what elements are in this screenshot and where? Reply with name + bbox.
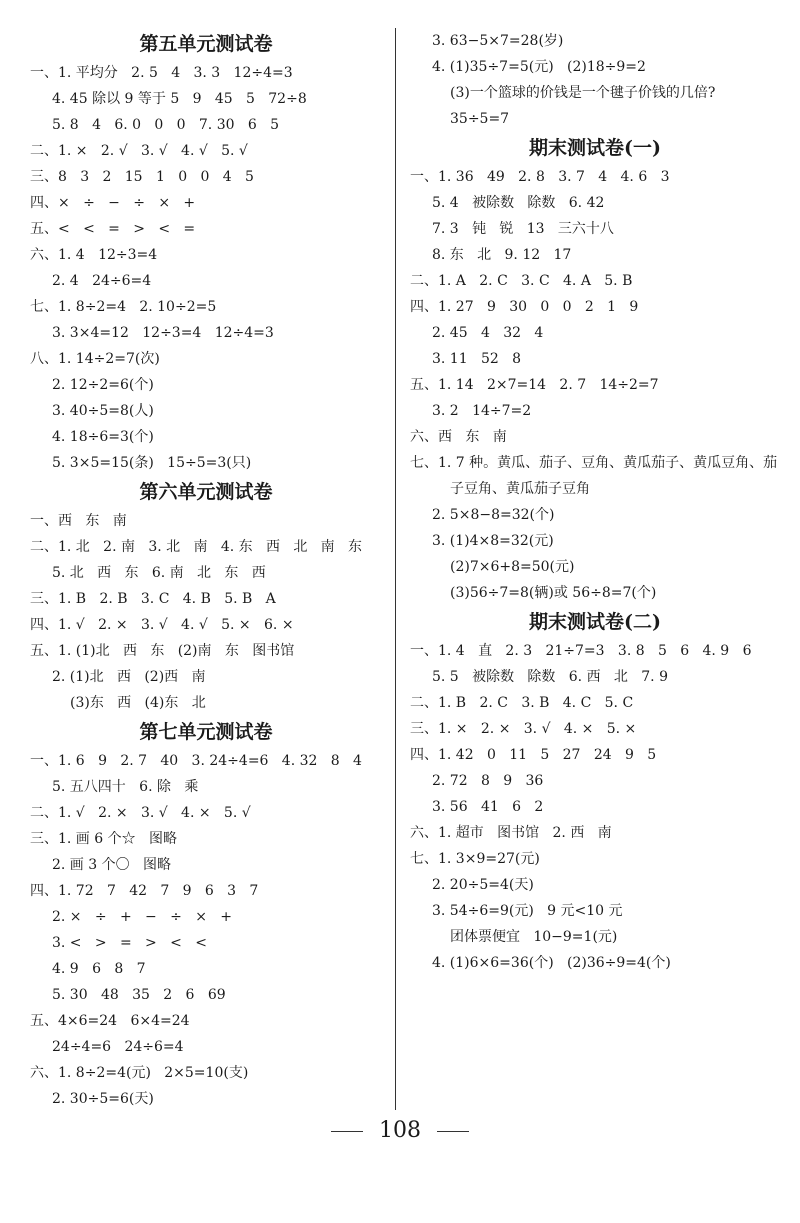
answer-line: 三、1. × 2. × 3. √ 4. × 5. × <box>410 721 637 737</box>
section-heading: 期末测试卷(一) <box>529 137 661 159</box>
answer-line: 二、1. A 2. C 3. C 4. A 5. B <box>410 273 633 289</box>
answer-line: 四、× ÷ − ÷ × + <box>30 195 196 211</box>
section-heading: 第五单元测试卷 <box>139 33 273 55</box>
answer-line: 一、1. 平均分 2. 5 4 3. 3 12÷4=3 <box>30 65 293 81</box>
answer-line: 5. 4 被除数 除数 6. 42 <box>432 195 605 211</box>
answer-line: 一、西 东 南 <box>30 513 127 529</box>
answer-line: 3. 56 41 6 2 <box>432 799 544 815</box>
answer-line: 5. 五八四十 6. 除 乘 <box>52 779 199 795</box>
answer-line: 六、西 东 南 <box>410 429 507 445</box>
answer-line: 4. (1)6×6=36(个) (2)36÷9=4(个) <box>432 955 671 971</box>
left-answer-column <box>30 28 382 1112</box>
footer-dash-left <box>331 1131 363 1132</box>
answer-line: 三、8 3 2 15 1 0 0 4 5 <box>30 169 254 185</box>
page-number: 108 <box>379 1118 421 1143</box>
answer-line: 四、1. 42 0 11 5 27 24 9 5 <box>410 747 657 763</box>
answer-line: 2. 72 8 9 36 <box>432 773 544 789</box>
answer-line: 2. × ÷ + − ÷ × + <box>52 909 233 925</box>
section-heading: 期末测试卷(二) <box>529 611 661 633</box>
answer-line: 2. 画 3 个〇 图略 <box>52 857 171 873</box>
answer-line: 二、1. √ 2. × 3. √ 4. × 5. √ <box>30 805 251 821</box>
answer-line: 3. 40÷5=8(人) <box>52 403 154 419</box>
answer-line: 3. < > = > < < <box>52 935 207 951</box>
answer-line: 二、1. 北 2. 南 3. 北 南 4. 东 西 北 南 东 <box>30 539 363 555</box>
answer-line: 7. 3 钝 锐 13 三六十八 <box>432 221 614 237</box>
answer-line: 一、1. 36 49 2. 8 3. 7 4 4. 6 3 <box>410 169 670 185</box>
answer-line: 三、1. 画 6 个☆ 图略 <box>30 831 177 847</box>
answer-line: 四、1. √ 2. × 3. √ 4. √ 5. × 6. × <box>30 617 294 633</box>
column-divider <box>395 28 396 1110</box>
answer-line: 5. 8 4 6. 0 0 0 7. 30 6 5 <box>52 117 280 133</box>
answer-line: 五、1. 14 2×7=14 2. 7 14÷2=7 <box>410 377 659 393</box>
answer-line: (2)7×6+8=50(元) <box>450 559 575 575</box>
answer-line: 四、1. 27 9 30 0 0 2 1 9 <box>410 299 639 315</box>
footer-dash-right <box>437 1131 469 1132</box>
answer-line: 3. 3×4=12 12÷3=4 12÷4=3 <box>52 325 274 341</box>
answer-line: 六、1. 4 12÷3=4 <box>30 247 158 263</box>
answer-line: 5. 5 被除数 除数 6. 西 北 7. 9 <box>432 669 668 685</box>
answer-line: 4. (1)35÷7=5(元) (2)18÷9=2 <box>432 59 646 75</box>
answer-line: 团体票便宜 10−9=1(元) <box>450 929 618 945</box>
right-answer-column <box>410 28 780 976</box>
answer-line: 2. (1)北 西 (2)西 南 <box>52 669 206 685</box>
answer-line: 8. 东 北 9. 12 17 <box>432 247 572 263</box>
answer-line: 4. 18÷6=3(个) <box>52 429 154 445</box>
answer-line: 六、1. 超市 图书馆 2. 西 南 <box>410 825 612 841</box>
answer-line: 2. 20÷5=4(天) <box>432 877 534 893</box>
answer-line: 二、1. × 2. √ 3. √ 4. √ 5. √ <box>30 143 248 159</box>
answer-line: (3)56÷7=8(辆)或 56÷8=7(个) <box>450 585 657 601</box>
answer-line: 3. (1)4×8=32(元) <box>432 533 554 549</box>
answer-line: 五、4×6=24 6×4=24 <box>30 1013 190 1029</box>
answer-line: 35÷5=7 <box>450 111 510 127</box>
answer-line: 三、1. B 2. B 3. C 4. B 5. B A <box>30 591 276 607</box>
answer-line: 七、1. 8÷2=4 2. 10÷2=5 <box>30 299 217 315</box>
answer-line: 3. 11 52 8 <box>432 351 522 367</box>
answer-line: 五、< < = > < = <box>30 221 196 237</box>
answer-line: 五、1. (1)北 西 东 (2)南 东 图书馆 <box>30 643 295 659</box>
answer-line: 3. 2 14÷7=2 <box>432 403 532 419</box>
answer-line: (3)一个篮球的价钱是一个毽子价钱的几倍? <box>450 85 716 101</box>
answer-line: 八、1. 14÷2=7(次) <box>30 351 160 367</box>
answer-line: 七、1. 3×9=27(元) <box>410 851 540 867</box>
answer-line: 一、1. 4 直 2. 3 21÷7=3 3. 8 5 6 4. 9 6 <box>410 643 752 659</box>
answer-line: 5. 3×5=15(条) 15÷5=3(只) <box>52 455 252 471</box>
answer-line: 六、1. 8÷2=4(元) 2×5=10(支) <box>30 1065 249 1081</box>
answer-line: 二、1. B 2. C 3. B 4. C 5. C <box>410 695 634 711</box>
answer-line: 5. 北 西 东 6. 南 北 东 西 <box>52 565 266 581</box>
section-heading: 第七单元测试卷 <box>139 721 273 743</box>
answer-line: 2. 5×8−8=32(个) <box>432 507 555 523</box>
answer-line: 2. 30÷5=6(天) <box>52 1091 154 1107</box>
answer-line: 3. 54÷6=9(元) 9 元<10 元 <box>432 903 623 919</box>
answer-line: (3)东 西 (4)东 北 <box>70 695 206 711</box>
answer-line: 子豆角、黄瓜茄子豆角 <box>450 481 590 497</box>
answer-line: 4. 9 6 8 7 <box>52 961 146 977</box>
answer-line: 一、1. 6 9 2. 7 40 3. 24÷4=6 4. 32 8 4 <box>30 753 362 769</box>
answer-line: 4. 45 除以 9 等于 5 9 45 5 72÷8 <box>52 91 307 107</box>
section-heading: 第六单元测试卷 <box>139 481 273 503</box>
page-footer <box>0 1118 800 1143</box>
answer-line: 5. 30 48 35 2 6 69 <box>52 987 226 1003</box>
answer-line: 2. 12÷2=6(个) <box>52 377 154 393</box>
answer-line: 四、1. 72 7 42 7 9 6 3 7 <box>30 883 259 899</box>
answer-line: 3. 63−5×7=28(岁) <box>432 33 564 49</box>
answer-line: 24÷4=6 24÷6=4 <box>52 1039 184 1055</box>
answer-line: 2. 4 24÷6=4 <box>52 273 152 289</box>
answer-line: 七、1. 7 种。黄瓜、茄子、豆角、黄瓜茄子、黄瓜豆角、茄 <box>410 455 778 471</box>
answer-line: 2. 45 4 32 4 <box>432 325 544 341</box>
